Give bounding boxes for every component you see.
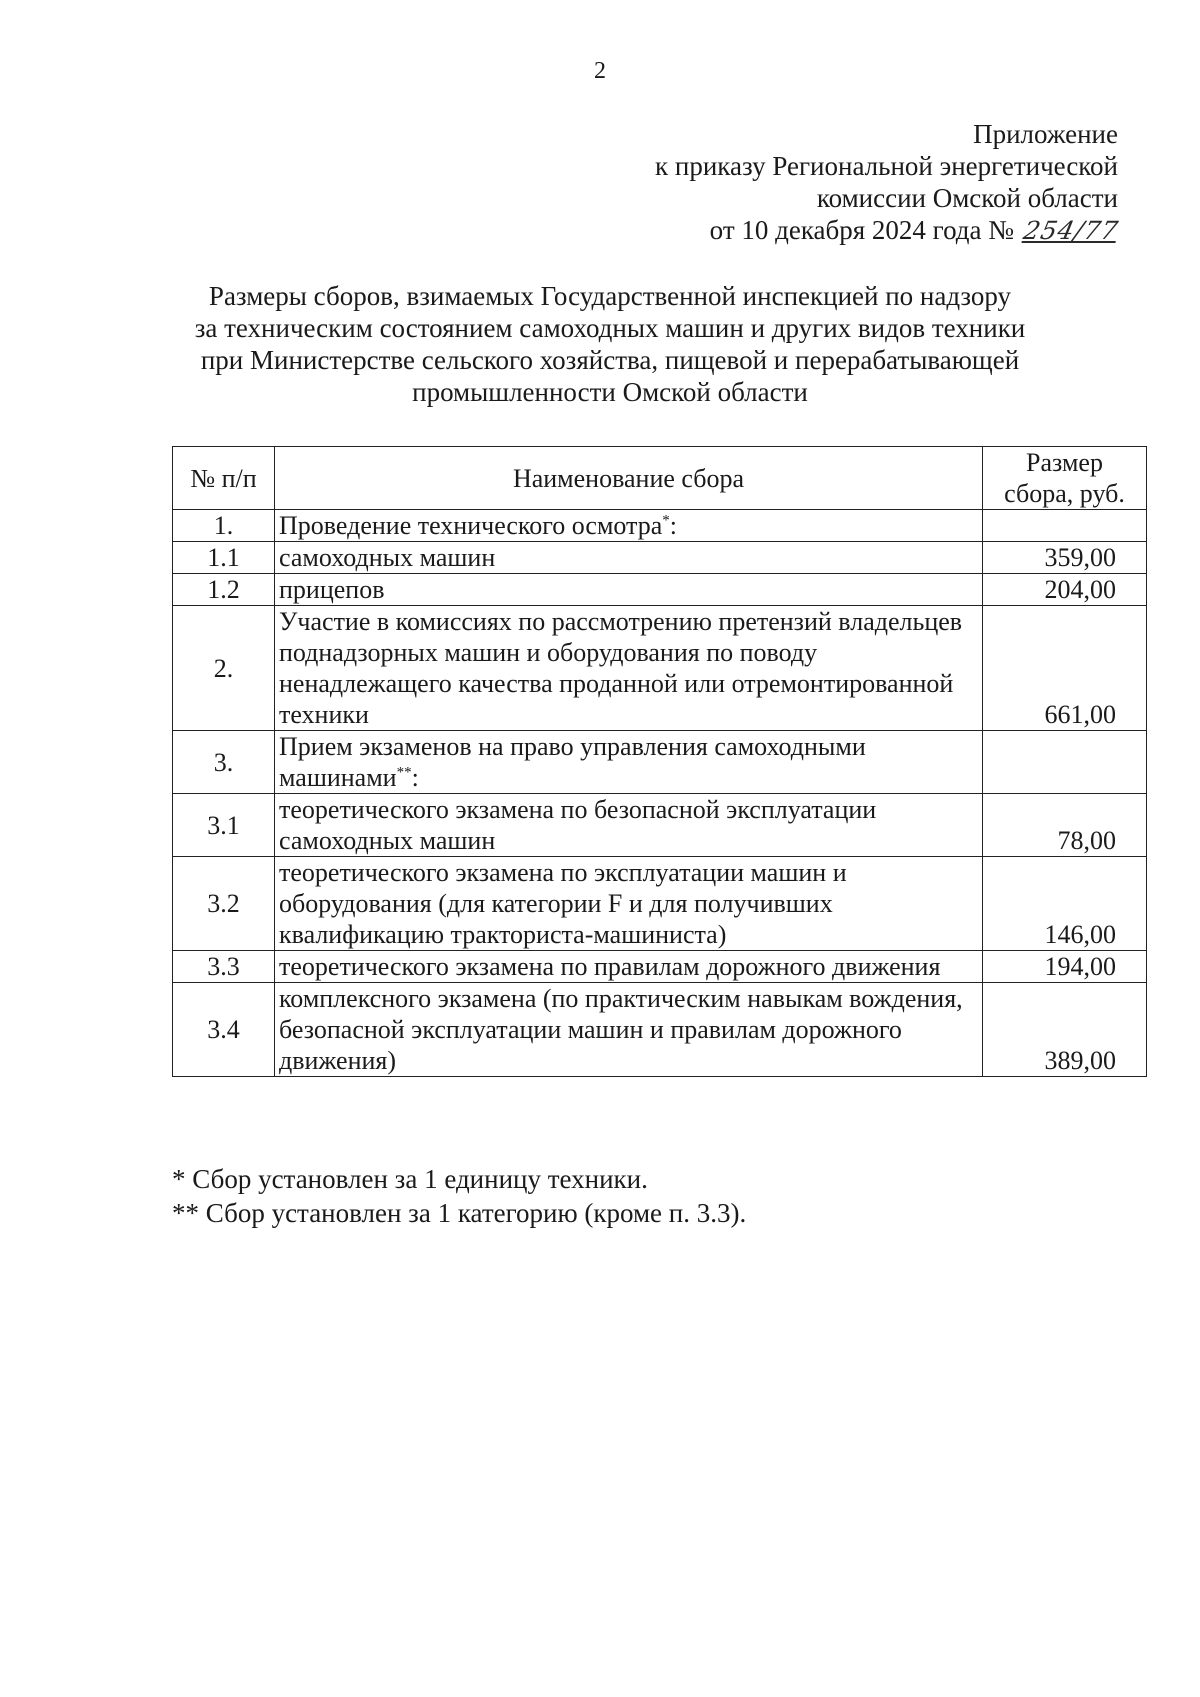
table-header-row — [173, 447, 1147, 510]
header-amount-line: Размер — [1026, 448, 1103, 477]
row-number: 3.3 — [173, 951, 275, 983]
row-fee-amount — [983, 731, 1147, 794]
fee-name-text: Прием экзаменов на право управления самоходными машинами — [279, 732, 866, 792]
fee-name-text: самоходных машин — [279, 543, 496, 572]
row-number: 1.1 — [173, 542, 275, 574]
footnote-single-star: * Сбор установлен за 1 единицу техники. — [172, 1164, 648, 1194]
table-body — [173, 510, 1147, 1077]
footnote-marker: ** — [396, 764, 412, 781]
row-fee-amount: 146,00 — [983, 857, 1147, 951]
table-row — [173, 731, 1147, 794]
footnote-double-star: ** Сбор установлен за 1 категорию (кроме п. 3.3). — [172, 1198, 747, 1228]
row-number: 3.2 — [173, 857, 275, 951]
header-amount — [983, 447, 1147, 510]
table-row — [173, 794, 1147, 857]
table-row — [173, 510, 1147, 542]
row-fee-amount: 389,00 — [983, 983, 1147, 1077]
row-fee-amount: 359,00 — [983, 542, 1147, 574]
title-line: при Министерстве сельского хозяйства, пищевой и перерабатывающей — [200, 345, 1020, 375]
fee-name-text: комплексного экзамена (по практическим навыкам вождения, безопасной эксплуатации машин и правилам дорожного движения) — [279, 984, 963, 1075]
row-number: 1.2 — [173, 574, 275, 606]
title-line: Размеры сборов, взимаемых Государственной инспекцией по надзору — [208, 281, 1012, 311]
fee-name-text: Проведение технического осмотра — [279, 511, 663, 540]
fee-name-text: теоретического экзамена по эксплуатации машин и оборудования (для категории F и для получивших квалификацию тракториста-машиниста) — [279, 858, 847, 949]
row-number: 2. — [173, 606, 275, 731]
table-row — [173, 606, 1147, 731]
row-fee-name — [275, 574, 983, 606]
appendix-commission: комиссии Омской области — [816, 183, 1118, 213]
appendix-date-line — [655, 214, 1122, 247]
row-fee-name — [275, 731, 983, 794]
table-row — [173, 542, 1147, 574]
page-number: 2 — [594, 58, 606, 84]
row-fee-name — [275, 542, 983, 574]
fee-name-text: Участие в комиссиях по рассмотрению претензий владельцев поднадзорных машин и оборудования по поводу ненадлежащего качества проданной или отремонтированной техники — [279, 607, 963, 729]
table-row — [173, 951, 1147, 983]
row-fee-amount: 194,00 — [983, 951, 1147, 983]
row-fee-name — [275, 983, 983, 1077]
footnotes — [172, 1162, 746, 1230]
fee-name-text: прицепов — [279, 575, 385, 604]
row-fee-name — [275, 794, 983, 857]
table-row — [173, 857, 1147, 951]
table-row — [173, 574, 1147, 606]
fee-name-text: теоретического экзамена по безопасной эксплуатации самоходных машин — [279, 795, 877, 855]
appendix-title: Приложение — [973, 119, 1118, 149]
title-line: промышленности Омской области — [412, 377, 808, 407]
row-fee-amount: 661,00 — [983, 606, 1147, 731]
row-number: 3. — [173, 731, 275, 794]
row-fee-amount: 78,00 — [983, 794, 1147, 857]
title-line: за техническим состоянием самоходных машин и других видов техники — [194, 313, 1026, 343]
row-fee-name — [275, 951, 983, 983]
document-title — [150, 280, 1070, 408]
row-number: 3.4 — [173, 983, 275, 1077]
fees-table — [172, 446, 1147, 1077]
appendix-order-reference: к приказу Региональной энергетической — [655, 151, 1118, 181]
appendix-date: от 10 декабря 2024 года № — [709, 215, 1015, 245]
header-number: № п/п — [173, 447, 275, 510]
row-fee-name — [275, 606, 983, 731]
fee-name-suffix: : — [411, 763, 419, 792]
fee-name-suffix: : — [669, 511, 678, 540]
row-number: 3.1 — [173, 794, 275, 857]
footnote-marker: * — [662, 512, 670, 529]
row-fee-amount — [983, 510, 1147, 542]
row-fee-name — [275, 510, 983, 542]
table-row — [173, 983, 1147, 1077]
header-name: Наименование сбора — [275, 447, 983, 510]
row-fee-amount: 204,00 — [983, 574, 1147, 606]
handwritten-order-number: 254/77 — [1021, 216, 1122, 245]
row-fee-name — [275, 857, 983, 951]
row-number: 1. — [173, 510, 275, 542]
appendix-block — [655, 118, 1122, 247]
fee-name-text: теоретического экзамена по правилам дорожного движения — [279, 952, 941, 981]
header-amount-line: сбора, руб. — [1004, 479, 1125, 508]
